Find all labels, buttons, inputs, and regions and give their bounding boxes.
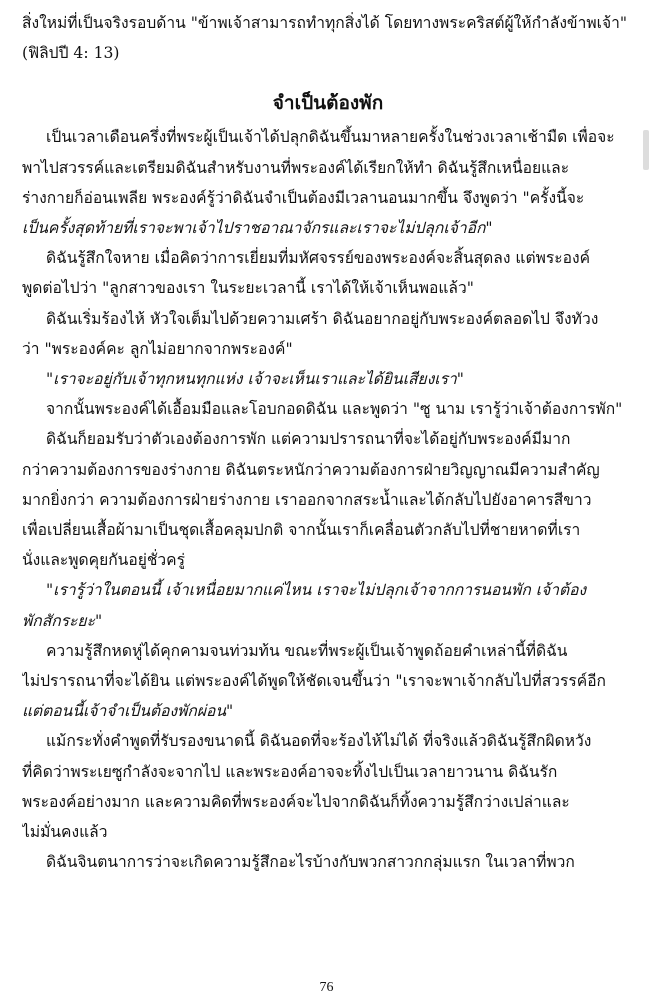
paragraph-line: พาไปสวรรค์และเตรียมดิฉันสำหรับงานที่พระองค์ได้เรียกให้ทำ ดิฉันรู้สึกเหนื่อยและ [22,158,570,177]
paragraph-line: กว่าความต้องการของร่างกาย ดิฉันตระหนักว่าความต้องการฝ่ายวิญญาณมีความสำคัญ [22,460,600,479]
paragraph-line: นั่งและพูดคุยกันอยู่ชั่วครู่ [22,551,185,570]
paragraph-line: แม้กระทั่งคำพูดที่รับรองขนาดนี้ ดิฉันอดที่จะร้องไห้ไม่ได้ ที่จริงแล้วดิฉันรู้สึกผิดหวัง [46,732,592,751]
paragraph-line: ที่คิดว่าพระเยซูกำลังจะจากไป และพระองค์อาจจะทิ้งไปเป็นเวลายาวนาน ดิฉันรัก [22,762,558,781]
quote-line: "เรารู้ว่าในตอนนี้ เจ้าเหนื่อยมากแค่ไหน เราจะไม่ปลุกเจ้าจากการนอนพัก เจ้าต้อง [46,581,587,600]
intro-line-2: (ฟิลิปปี 4: 13) [22,44,120,63]
paragraph-line: จากนั้นพระองค์ได้เอื้อมมือและโอบกอดดิฉัน และพูดว่า "ซู นาม เรารู้ว่าเจ้าต้องการพัก" [46,400,623,419]
paragraph-line: เป็นเวลาเดือนครึ่งที่พระผู้เป็นเจ้าได้ปลุกดิฉันขึ้นมาหลายครั้งในช่วงเวลาเช้ามืด เพื่อจะ [46,128,615,147]
paragraph-line: ไม่มั่นคงแล้ว [22,823,108,842]
paragraph-line: เพื่อเปลี่ยนเสื้อผ้ามาเป็นชุดเสื้อคลุมปกติ จากนั้นเราก็เคลื่อนตัวกลับไปที่ชายหาดที่เรา [22,521,581,540]
page-number: 76 [319,980,334,995]
book-page [22,8,634,992]
paragraph-line: ดิฉันรู้สึกใจหาย เมื่อคิดว่าการเยี่ยมที่มหัศจรรย์ของพระองค์จะสิ้นสุดลง แต่พระองค์ [46,249,591,268]
paragraph-line: ร่างกายก็อ่อนเพลีย พระองค์รู้ว่าดิฉันจำเป็นต้องมีเวลานอนมากขึ้น จึงพูดว่า "ครั้งนี้จะ [22,188,585,207]
paragraph-line: ว่า "พระองค์คะ ลูกไม่อยากจากพระองค์" [22,339,293,358]
intro-line-1: สิ่งใหม่ที่เป็นจริงรอบด้าน "ข้าพเจ้าสามารถทำทุกสิ่งได้ โดยทางพระคริสต์ผู้ให้กำลังข้าพเจ้า" [22,14,628,32]
section-title: จำเป็นต้องพัก [272,92,384,115]
quote-line: พักสักระยะ" [22,611,103,630]
quote-line: "เราจะอยู่กับเจ้าทุกหนทุกแห่ง เจ้าจะเห็นเราและได้ยินเสียงเรา" [46,370,464,389]
paragraph-line: พระองค์อย่างมาก และความคิดที่พระองค์จะไปจากดิฉันก็ทิ้งความรู้สึกว่างเปล่าและ [22,792,570,811]
paragraph-line: ดิฉันเริ่มร้องไห้ หัวใจเต็มไปด้วยความเศร้า ดิฉันอยากอยู่กับพระองค์ตลอดไป จึงทัวง [46,309,599,328]
paragraph-line: ดิฉันก็ยอมรับว่าตัวเองต้องการพัก แต่ความปรารถนาที่จะได้อยู่กับพระองค์มีมาก [46,430,571,449]
paragraph-line: ความรู้สึกหดหู่ได้คุกคามจนท่วมท้น ขณะที่พระผู้เป็นเจ้าพูดถ้อยคำเหล่านี้ที่ดิฉัน [46,641,568,660]
paragraph-line: มากยิ่งกว่า ความต้องการฝ่ายร่างกาย เราออกจากสระน้ำและได้กลับไปยังอาคารสีขาว [22,490,592,509]
paragraph-line: พูดต่อไปว่า "ลูกสาวของเรา ในระยะเวลานี้ เราได้ให้เจ้าเห็นพอแล้ว" [22,279,474,298]
quote-line: แต่ตอนนี้เจ้าจำเป็นต้องพักผ่อน" [22,702,234,721]
paragraph-line: ดิฉันจินตนาการว่าจะเกิดความรู้สึกอะไรบ้างกับพวกสาวกกลุ่มแรก ในเวลาที่พวก [46,853,575,872]
scan-edge-mark [643,130,649,170]
paragraph-line: เป็นครั้งสุดท้ายที่เราจะพาเจ้าไปราชอาณาจักรและเราจะไม่ปลุกเจ้าอีก" [22,219,493,238]
paragraph-line: ไม่ปรารถนาที่จะได้ยิน แต่พระองค์ได้พูดให้ชัดเจนขึ้นว่า "เราจะพาเจ้ากลับไปที่สวรรค์อีก [22,672,606,691]
